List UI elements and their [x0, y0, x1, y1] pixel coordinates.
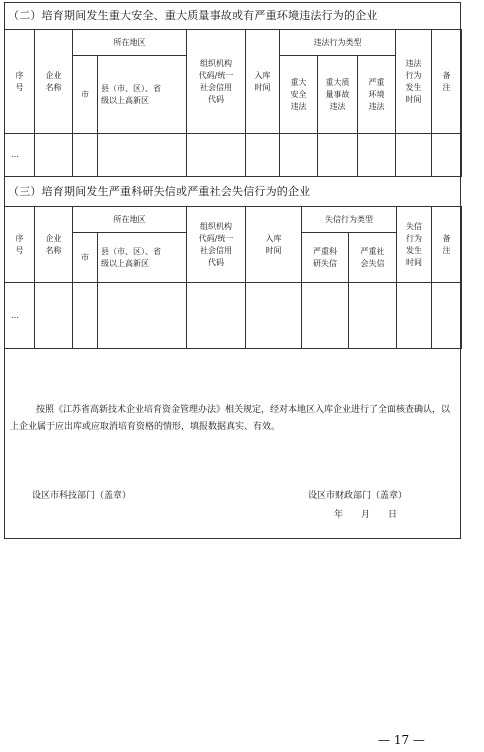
table-cell	[98, 134, 187, 177]
table-cell	[98, 283, 187, 349]
table-cell	[349, 283, 397, 349]
header-region: 所在地区	[73, 207, 187, 233]
table-cell	[318, 134, 358, 177]
header-county: 县（市、区）、省 级以上高新区	[98, 56, 187, 134]
table-cell	[432, 134, 462, 177]
row-placeholder: …	[5, 134, 35, 177]
header-violation-type: 失信行为类型	[302, 207, 397, 233]
section2-table	[4, 29, 462, 177]
header-city: 市	[73, 233, 98, 283]
table-cell	[246, 134, 280, 177]
row-placeholder: …	[5, 283, 35, 349]
table-cell	[246, 283, 302, 349]
header-entry-time: 入库 时间	[246, 30, 280, 134]
section2-title: （二）培育期间发生重大安全、重大质量事故或有严重环境违法行为的企业	[8, 9, 378, 22]
table-cell	[432, 283, 462, 349]
header-org-code: 组织机构 代码/统一 社会信用 代码	[187, 30, 246, 134]
header-dishonesty-research: 严重科 研失信	[302, 233, 349, 283]
section3-table	[4, 206, 462, 349]
section3-title: （三）培育期间发生严重科研失信或严重社会失信行为的企业	[8, 185, 311, 198]
table-cell	[35, 283, 73, 349]
header-violation-environment: 严重 环境 违法	[358, 56, 396, 134]
header-dishonesty-social: 严重社 会失信	[349, 233, 397, 283]
header-region: 所在地区	[73, 30, 187, 56]
table-cell	[358, 134, 396, 177]
table-cell	[73, 283, 98, 349]
header-occur-time: 失信 行为 发生 时间	[397, 207, 432, 283]
header-county: 县（市、区）、省 级以上高新区	[98, 233, 187, 283]
header-city: 市	[73, 56, 98, 134]
table-cell	[187, 283, 246, 349]
page-number: — 17 —	[378, 733, 425, 747]
header-company: 企业 名称	[35, 207, 73, 283]
header-remark: 备 注	[432, 30, 462, 134]
header-org-code: 组织机构 代码/统一 社会信用 代码	[187, 207, 246, 283]
table-cell	[35, 134, 73, 177]
header-seq: 序 号	[5, 207, 35, 283]
header-remark: 备 注	[432, 207, 462, 283]
table-cell	[396, 134, 432, 177]
table-cell	[187, 134, 246, 177]
table-cell	[302, 283, 349, 349]
header-occur-time: 违法 行为 发生 时间	[396, 30, 432, 134]
table-cell	[397, 283, 432, 349]
header-entry-time: 入库 时间	[246, 207, 302, 283]
signature-finance-dept: 设区市财政部门（盖章）	[308, 491, 408, 501]
statement-text: 按照《江苏省高新技术企业培育资金管理办法》相关规定，经对本地区入库企业进行了全面核查确认，以上企业属于应出库或应取消培育资格的情形，填报数据真实、有效。	[10, 405, 451, 432]
header-violation-type: 违法行为类型	[280, 30, 396, 56]
signature-tech-dept: 设区市科技部门（盖章）	[32, 491, 132, 501]
header-company: 企业 名称	[35, 30, 73, 134]
header-seq: 序 号	[5, 30, 35, 134]
header-violation-quality: 重大质 量事故 违法	[318, 56, 358, 134]
signature-date: 年 月 日	[334, 510, 398, 520]
table-cell	[73, 134, 98, 177]
header-violation-safety: 重大 安全 违法	[280, 56, 318, 134]
table-cell	[280, 134, 318, 177]
